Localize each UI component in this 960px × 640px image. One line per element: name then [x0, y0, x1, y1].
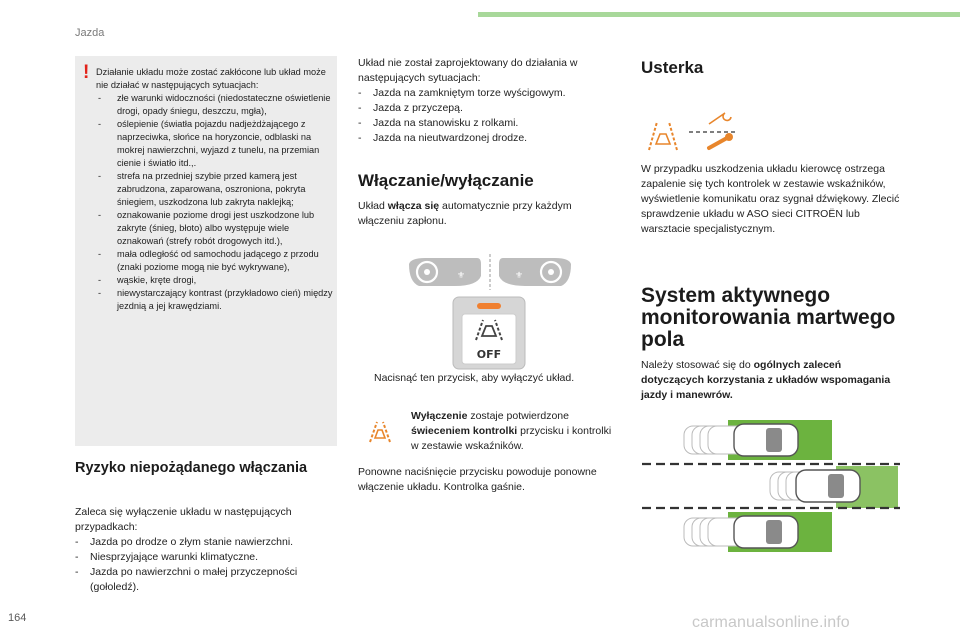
- list-item: - Jazda na nieutwardzonej drodze.: [358, 131, 618, 146]
- warning-intro: Działanie układu może zostać zakłócone lub układ może nie działać w następujących sytuacjach:: [96, 67, 326, 90]
- watermark: carmanualsonline.info: [692, 614, 850, 631]
- off-label: OFF: [476, 348, 502, 361]
- lane-assist-off-icon: [452, 296, 526, 370]
- press-instruction: [358, 371, 620, 386]
- text-bold: świeceniem kontrolki: [411, 425, 518, 437]
- list-item: - Jazda po nawierzchni o małej przyczepności (gołoledź).: [75, 565, 340, 595]
- svg-text:⚜: ⚜: [457, 271, 466, 281]
- warning-list: [96, 92, 336, 313]
- list-item: - złe warunki widoczności (niedostateczne oświetlenie drogi, opady śniegu, deszczu, mgła),: [96, 92, 336, 118]
- wlaczanie-heading: Włączanie/wyłączanie: [358, 171, 534, 190]
- system-heading: System aktywnego monitorowania martwego pola: [641, 284, 896, 351]
- text-run: Układ: [358, 200, 388, 212]
- list-item: - oślepienie (światła pojazdu nadjeżdżającego z naprzeciwka, słońce na horyzoncie, odblaski na mokrej nawierzchni, wyjazd z tunelu, na przemian cienie i światło itd.,.: [96, 118, 336, 170]
- wrench-filled-icon: [709, 133, 733, 148]
- list-item: - mała odległość od samochodu jadącego z przodu (znaki poziome mogą nie być wykrywane),: [96, 248, 336, 274]
- usterka-heading: Usterka: [641, 58, 704, 77]
- steering-wheel-mirrors-illustration: [405, 252, 575, 292]
- not-designed-intro: Układ nie został zaprojektowany do działania w następujących sytuacjach:: [358, 57, 578, 84]
- text-bold: Wyłączenie: [411, 410, 468, 422]
- list-item: - Jazda po drodze o złym stanie nawierzchni.: [75, 535, 340, 550]
- ryzyko-list: [75, 535, 340, 595]
- text-run: Nacisnąć ten przycisk, aby wyłączyć układ.: [374, 372, 575, 384]
- svg-text:⚜: ⚜: [515, 271, 524, 281]
- lane-warning-icon: [649, 122, 677, 150]
- ryzyko-heading: Ryzyko niepożądanego włączania: [75, 460, 308, 476]
- list-item: - oznakowanie poziome drogi jest uszkodzone lub zakryte (śnieg, błoto) albo występuje wiele oznakowań (strefy robót drogowych itd.),: [96, 209, 336, 248]
- list-item: - Jazda z przyczepą.: [358, 101, 618, 116]
- wrench-outline-icon: [709, 113, 731, 124]
- reactivate-paragraph: Ponowne naciśnięcie przycisku powoduje ponowne włączenie układu. Kontrolka gaśnie.: [358, 466, 597, 493]
- list-item: - niewystarczający kontrast (przykładowo cień) między jezdnią a jej krawędziami.: [96, 287, 336, 313]
- lane-warning-orange-icon: [367, 419, 393, 445]
- list-item: - Jazda na stanowisku z rolkami.: [358, 116, 618, 131]
- text-run: Należy stosować się do: [641, 359, 754, 371]
- header-bar: [478, 12, 960, 17]
- section-header: Jazda: [75, 27, 105, 39]
- page-number: 164: [8, 612, 27, 624]
- usterka-paragraph: W przypadku uszkodzenia układu kierowcę ostrzega zapalenie się tych kontrolek w zestawie wskaźników, wyświetlenie komunikatu oraz sygnał dźwiękowy. Zlecić sprawdzenie układu w ASO sieci CITROËN lub warsztacie specjalistycznym.: [641, 163, 900, 235]
- ryzyko-text: [75, 505, 340, 595]
- list-item: - wąskie, kręte drogi,: [96, 274, 336, 287]
- list-item: - strefa na przedniej szybie przed kamerą jest zabrudzona, zaparowana, oszroniona, pokryta śniegiem, uszkodzona lub zakryta naklejką;: [96, 170, 336, 209]
- warning-exclamation-icon: !: [83, 62, 90, 83]
- blind-spot-lanes-illustration: [640, 416, 902, 554]
- system-paragraph: [641, 358, 903, 403]
- fault-warning-icons: [645, 108, 745, 154]
- warning-text: [96, 66, 336, 313]
- list-item: - Jazda na zamkniętym torze wyścigowym.: [358, 86, 618, 101]
- wlaczanie-paragraph: [358, 199, 618, 229]
- not-designed-list: [358, 86, 618, 146]
- text-run: przycisku i kontrolki w zestawie wskaźników.: [411, 425, 612, 452]
- text-run: automatycznie przy każdym włączeniu zapłonu.: [358, 200, 572, 227]
- text-run: zostaje potwierdzone: [467, 410, 569, 422]
- not-designed-text: [358, 56, 618, 146]
- text-bold: włącza się: [387, 200, 440, 212]
- confirm-paragraph: [411, 409, 621, 454]
- ryzyko-intro: Zaleca się wyłączenie układu w następujących przypadkach:: [75, 506, 292, 533]
- list-item: - Niesprzyjające warunki klimatyczne.: [75, 550, 340, 565]
- lane-assist-off-button[interactable]: [452, 296, 526, 370]
- text-bold: ogólnych zaleceń dotyczących korzystania z układów wspomagania jazdy i manewrów.: [641, 359, 891, 401]
